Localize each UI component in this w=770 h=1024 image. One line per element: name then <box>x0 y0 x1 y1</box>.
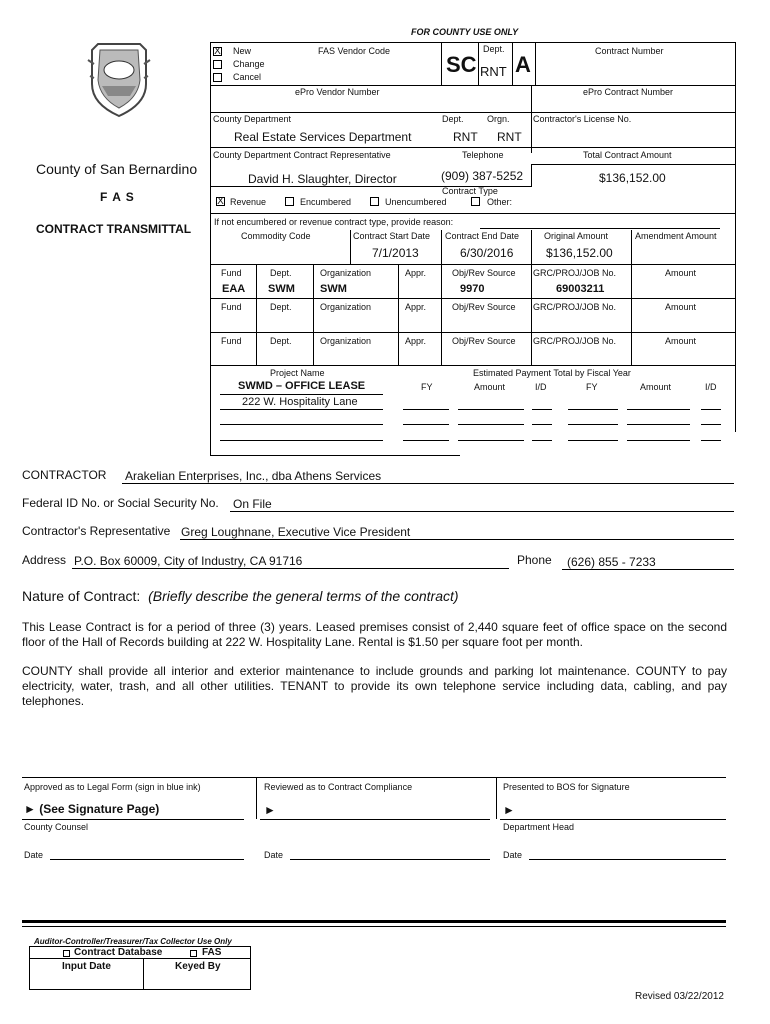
orgn-label: Orgn. <box>487 114 510 124</box>
fiscal-year-blank[interactable] <box>458 424 524 425</box>
revenue-label: Revenue <box>230 197 267 207</box>
other-checkbox[interactable] <box>471 197 480 206</box>
contractor-rep-label: Contractor's Representative <box>22 524 171 538</box>
nature-paragraph-1: This Lease Contract is for a period of three (3) years. Leased premises consist of 2,440 square feet of office space on the second floor of the Hall of Records building at 222 W. Hospitality Lane. Rental is $1.50 per square foot per month. <box>22 620 727 649</box>
divider <box>256 777 257 819</box>
divider <box>29 958 251 959</box>
fy-label: FY <box>586 382 598 392</box>
change-label: Change <box>233 59 265 69</box>
form-right-border <box>735 42 736 432</box>
project-name-value: SWMD – OFFICE LEASE <box>238 380 366 392</box>
page-title: CONTRACT TRANSMITTAL <box>36 222 192 236</box>
divider <box>631 230 632 264</box>
reason-label: If not encumbered or revenue contract type, provide reason: <box>214 217 454 227</box>
project-name-label: Project Name <box>270 368 325 378</box>
nature-label-text: Nature of Contract: <box>22 588 141 604</box>
divider <box>478 42 479 85</box>
cancel-checkbox[interactable] <box>213 73 222 82</box>
reason-field[interactable] <box>480 228 720 229</box>
divider <box>531 230 532 264</box>
compliance-label: Reviewed as to Contract Compliance <box>264 782 413 792</box>
other-label: Other: <box>487 197 513 207</box>
cancel-label: Cancel <box>233 72 262 82</box>
bos-label: Presented to BOS for Signature <box>503 782 630 792</box>
form-left-border <box>210 42 211 455</box>
divider <box>256 264 257 365</box>
fiscal-year-blank[interactable] <box>458 409 524 410</box>
unencumbered-checkbox[interactable] <box>370 197 379 206</box>
divider <box>535 42 536 85</box>
original-label: Original Amount <box>544 231 609 241</box>
nature-label <box>22 588 459 604</box>
fiscal-year-blank[interactable] <box>568 440 618 441</box>
department-head-label: Department Head <box>503 822 575 832</box>
divider <box>220 440 383 441</box>
total-label: Total Contract Amount <box>583 150 672 160</box>
org-label: Organization <box>320 336 372 346</box>
legal-label: Approved as to Legal Form (sign in blue ink) <box>24 782 201 792</box>
amendment-label: Amendment Amount <box>635 231 717 241</box>
legal-date-field[interactable] <box>50 859 244 860</box>
divider <box>210 365 735 366</box>
bos-signature-line[interactable] <box>500 819 726 820</box>
fund-label: Fund <box>221 302 242 312</box>
divider <box>210 298 735 299</box>
amount-label: Amount <box>665 268 697 278</box>
dept-col-label: Dept. <box>270 268 292 278</box>
contractor-rep-field[interactable] <box>180 539 734 540</box>
fas-check-label: FAS <box>202 947 222 958</box>
dept-col-label: Dept. <box>270 336 292 346</box>
county-use-only-label: FOR COUNTY USE ONLY <box>411 27 519 37</box>
amount-col-label: Amount <box>640 382 672 392</box>
legal-value: ► (See Signature Page) <box>24 802 160 816</box>
id-label: I/D <box>535 382 547 392</box>
epro-contract-label: ePro Contract Number <box>583 87 674 97</box>
grc-label: GRC/PROJ/JOB No. <box>533 336 617 346</box>
id-label: I/D <box>705 382 717 392</box>
divider <box>210 332 735 333</box>
date-label: Date <box>24 850 44 860</box>
bos-arrow: ► <box>503 803 515 817</box>
divider <box>22 926 726 927</box>
amount-label: Amount <box>665 336 697 346</box>
fy-label: FY <box>421 382 433 392</box>
appr-label: Appr. <box>405 268 427 278</box>
end-label: Contract End Date <box>445 231 520 241</box>
fas-vendor-code-label: FAS Vendor Code <box>318 46 391 56</box>
divider <box>531 264 532 365</box>
fed-id-field[interactable] <box>230 511 734 512</box>
fed-id-value: On File <box>233 497 272 511</box>
sc-code: SC <box>446 52 477 77</box>
start-value: 7/1/2013 <box>372 246 419 260</box>
new-label: New <box>233 46 252 56</box>
divider <box>441 264 442 365</box>
encumbered-checkbox[interactable] <box>285 197 294 206</box>
compliance-arrow: ► <box>264 803 276 817</box>
divider <box>210 213 735 214</box>
contractor-rep-value: Greg Loughnane, Executive Vice President <box>181 525 411 539</box>
separator <box>22 920 726 923</box>
address-label: Address <box>22 553 67 567</box>
estimated-label: Estimated Payment Total by Fiscal Year <box>473 368 631 378</box>
divider <box>441 230 442 264</box>
contractor-field[interactable] <box>122 483 734 484</box>
rep-value: David H. Slaughter, Director <box>248 172 397 186</box>
fund-label: Fund <box>221 268 242 278</box>
county-name: County of San Bernardino <box>36 161 198 177</box>
nature-hint: (Briefly describe the general terms of the contract) <box>148 588 459 604</box>
fund-value: EAA <box>222 283 246 295</box>
unencumbered-label: Unencumbered <box>385 197 447 207</box>
dept-col-label: Dept. <box>270 302 292 312</box>
appr-label: Appr. <box>405 302 427 312</box>
contractor-value: Arakelian Enterprises, Inc., dba Athens Services <box>125 469 382 483</box>
fiscal-year-blank[interactable] <box>568 409 618 410</box>
fiscal-year-blank[interactable] <box>701 409 721 410</box>
fiscal-year-blank[interactable] <box>532 440 552 441</box>
divider <box>210 455 460 456</box>
divider <box>22 777 726 778</box>
county-seal-logo <box>80 40 158 118</box>
contract-db-label: Contract Database <box>74 947 163 958</box>
fiscal-year-blank[interactable] <box>627 424 690 425</box>
fed-id-label: Federal ID No. or Social Security No. <box>22 496 219 510</box>
fiscal-year-blank[interactable] <box>532 424 552 425</box>
fiscal-year-blank[interactable] <box>701 424 721 425</box>
obj-value: 9970 <box>460 283 485 295</box>
start-label: Contract Start Date <box>353 231 431 241</box>
license-label: Contractor's License No. <box>533 114 632 124</box>
phone-label: Phone <box>517 553 552 567</box>
dept-value: RNT <box>453 130 478 144</box>
fiscal-year-blank[interactable] <box>627 409 690 410</box>
amount-label: Amount <box>665 302 697 312</box>
end-value: 6/30/2016 <box>460 246 514 260</box>
contractor-label: CONTRACTOR <box>22 468 107 482</box>
org-label: Organization <box>320 302 372 312</box>
divider <box>398 264 399 365</box>
address-value: P.O. Box 60009, City of Industry, CA 91716 <box>74 554 303 568</box>
change-checkbox[interactable] <box>213 60 222 69</box>
nature-paragraph-2: COUNTY shall provide all interior and exterior maintenance to include grounds and parking lot maintenance. COUNTY to pay electricity, water, trash, and all other utilities. TENANT to provide its own telephone service including data, cabling, and pay telephones. <box>22 664 727 708</box>
epro-vendor-label: ePro Vendor Number <box>295 87 380 97</box>
grc-label: GRC/PROJ/JOB No. <box>533 302 617 312</box>
obj-label: Obj/Rev Source <box>452 336 516 346</box>
fas-label: F A S <box>100 190 135 204</box>
divider <box>496 777 497 819</box>
address-field[interactable] <box>72 568 509 569</box>
telephone-value: (909) 387-5252 <box>441 169 524 183</box>
fiscal-year-blank[interactable] <box>627 440 690 441</box>
divider <box>531 85 532 153</box>
bos-date-field[interactable] <box>529 859 726 860</box>
revenue-checkbox[interactable]: X <box>217 196 224 207</box>
divider <box>531 164 735 165</box>
fiscal-year-blank[interactable] <box>532 409 552 410</box>
appr-label: Appr. <box>405 336 427 346</box>
new-checkbox[interactable]: X <box>214 46 221 57</box>
total-value: $136,152.00 <box>599 171 666 185</box>
dept-label-small: Dept. <box>483 44 505 54</box>
compliance-date-field[interactable] <box>290 859 490 860</box>
obj-label: Obj/Rev Source <box>452 302 516 312</box>
fiscal-year-blank[interactable] <box>701 440 721 441</box>
divider <box>220 394 383 395</box>
orgn-value: RNT <box>497 130 522 144</box>
dept-label: Dept. <box>442 114 464 124</box>
divider <box>210 85 735 86</box>
divider <box>210 112 735 113</box>
date-label: Date <box>264 850 284 860</box>
fiscal-year-blank[interactable] <box>403 409 449 410</box>
divider <box>350 230 351 264</box>
date-label: Date <box>503 850 523 860</box>
fiscal-year-blank[interactable] <box>458 440 524 441</box>
telephone-label: Telephone <box>462 150 504 160</box>
dept-code: RNT <box>480 64 507 79</box>
county-counsel-label: County Counsel <box>24 822 89 832</box>
compliance-signature-line[interactable] <box>260 819 490 820</box>
divider <box>210 147 735 148</box>
divider <box>210 264 735 265</box>
dept-col-value: SWM <box>268 283 295 295</box>
obj-label: Obj/Rev Source <box>452 268 516 278</box>
divider <box>512 42 513 85</box>
org-value: SWM <box>320 283 347 295</box>
contract-number-label: Contract Number <box>595 46 664 56</box>
county-department-label: County Department <box>213 114 292 124</box>
fiscal-year-blank[interactable] <box>403 424 449 425</box>
commodity-label: Commodity Code <box>241 231 311 241</box>
contract-db-checkbox[interactable] <box>63 950 70 957</box>
county-department-value: Real Estate Services Department <box>234 130 412 144</box>
auditor-title: Auditor-Controller/Treasurer/Tax Collector Use Only <box>34 937 232 946</box>
org-label: Organization <box>320 268 372 278</box>
input-date-label: Input Date <box>62 961 111 972</box>
divider <box>313 264 314 365</box>
fund-label: Fund <box>221 336 242 346</box>
project-line2: 222 W. Hospitality Lane <box>242 396 358 408</box>
phone-field[interactable] <box>562 569 734 570</box>
keyed-by-label: Keyed By <box>175 961 221 972</box>
revised-date: Revised 03/22/2012 <box>635 991 724 1002</box>
divider <box>143 958 144 990</box>
divider <box>220 424 383 425</box>
divider <box>631 264 632 365</box>
fiscal-year-blank[interactable] <box>568 424 618 425</box>
divider <box>441 42 442 85</box>
contract-type-label: Contract Type <box>442 186 498 196</box>
form-top-border <box>210 42 735 43</box>
encumbered-label: Encumbered <box>300 197 352 207</box>
grc-label: GRC/PROJ/JOB No. <box>533 268 617 278</box>
phone-value: (626) 855 - 7233 <box>567 555 656 569</box>
grc-value: 69003211 <box>556 283 605 295</box>
legal-signature-line[interactable] <box>22 819 244 820</box>
divider <box>220 409 383 410</box>
fas-checkbox[interactable] <box>190 950 197 957</box>
amount-col-label: Amount <box>474 382 506 392</box>
a-code: A <box>515 52 531 77</box>
fiscal-year-blank[interactable] <box>403 440 449 441</box>
divider <box>531 164 532 186</box>
original-value: $136,152.00 <box>546 246 613 260</box>
rep-label: County Department Contract Representative <box>213 150 391 160</box>
